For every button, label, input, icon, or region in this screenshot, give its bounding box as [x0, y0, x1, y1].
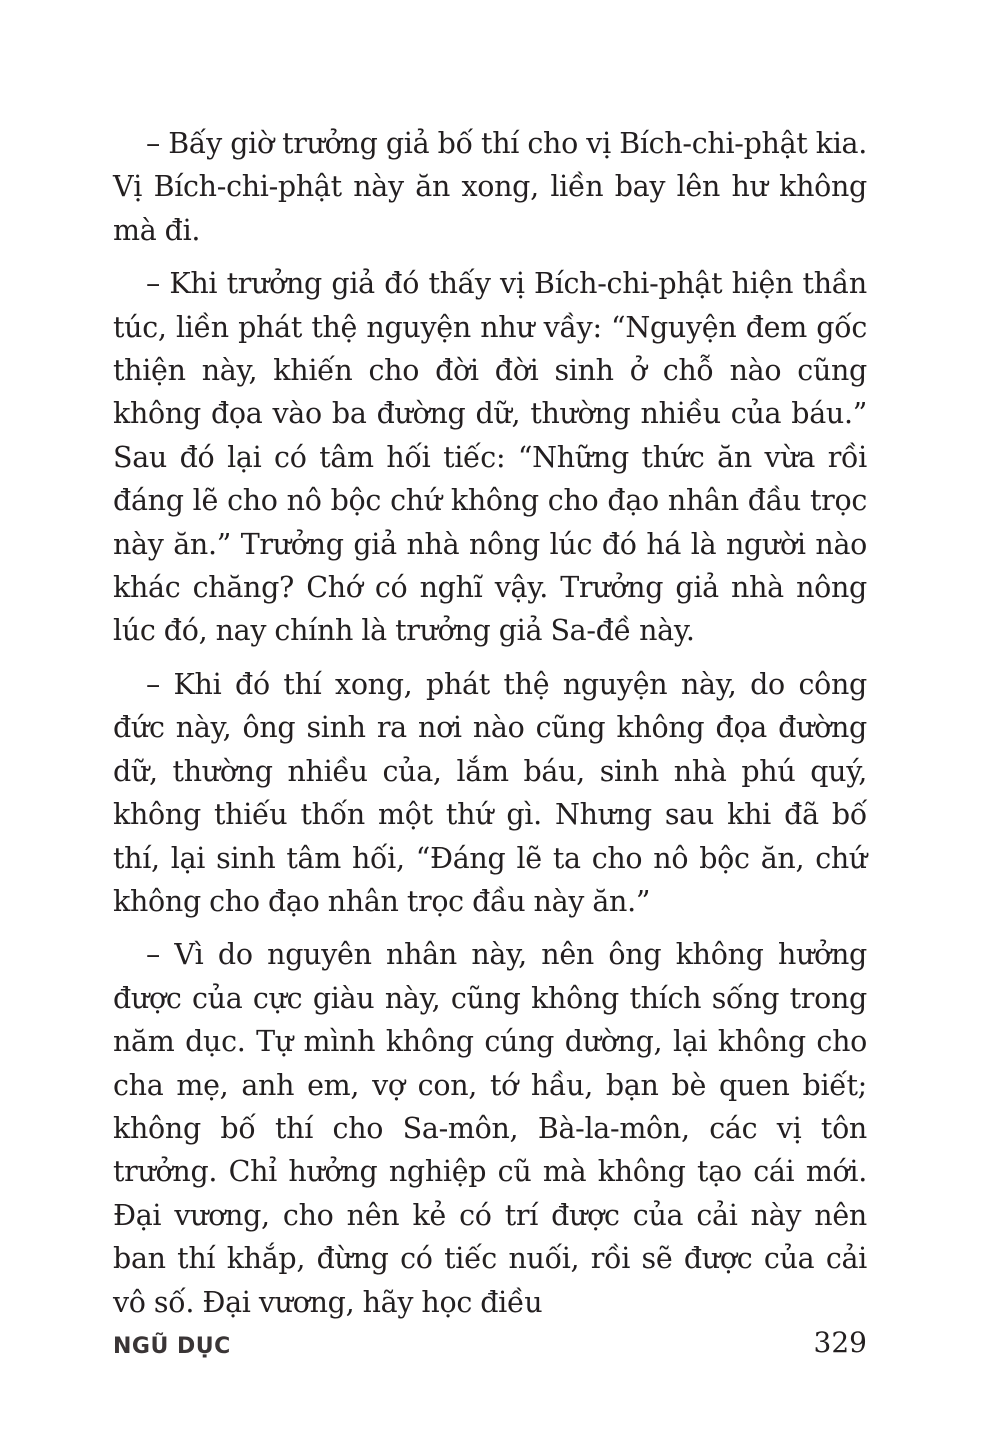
paragraph-3: – Khi đó thí xong, phát thệ nguyện này, do công đức này, ông sinh ra nơi nào cũng không đọa đường dữ, thường nhiều của, lắm báu, sinh nhà phú quý, không thiếu thốn một thứ gì. Nhưng sau khi đã bố thí, lại sinh tâm hối, “Đáng lẽ ta cho nô bộc ăn, chứ không cho đạo nhân trọc đầu này ăn.”	[113, 667, 867, 918]
paragraph-2: – Khi trưởng giả đó thấy vị Bích-chi-phật hiện thần túc, liền phát thệ nguyện như vầy: “Nguyện đem gốc thiện này, khiến cho đời đời sinh ở chỗ nào cũng không đọa vào ba đường dữ, thường nhiều của báu.” Sau đó lại có tâm hối tiếc: “Những thức ăn vừa rồi đáng lẽ cho nô bộc chứ không cho đạo nhân đầu trọc này ăn.” Trưởng giả nhà nông lúc đó há là người nào khác chăng? Chớ có nghĩ vậy. Trưởng giả nhà nông lúc đó, nay chính là trưởng giả Sa-đề này.	[113, 267, 867, 648]
page-body	[113, 122, 867, 1334]
running-title: NGŨ DỤC	[113, 1334, 231, 1359]
page-number: 329	[813, 1326, 867, 1359]
paragraph-4: – Vì do nguyên nhân này, nên ông không hưởng được của cực giàu này, cũng không thích sống trong năm dục. Tự mình không cúng dường, lại không cho cha mẹ, anh em, vợ con, tớ hầu, bạn bè quen biết; không bố thí cho Sa-môn, Bà-la-môn, các vị tôn trưởng. Chỉ hưởng nghiệp cũ mà không tạo cái mới. Đại vương, cho nên kẻ có trí được của cải này nên ban thí khắp, đừng có tiếc nuối, rồi sẽ được của cải vô số. Đại vương, hãy học điều	[113, 938, 867, 1319]
page-footer	[113, 1326, 867, 1366]
paragraph-1: – Bấy giờ trưởng giả bố thí cho vị Bích-chi-phật kia. Vị Bích-chi-phật này ăn xong, liền bay lên hư không mà đi.	[113, 127, 867, 247]
